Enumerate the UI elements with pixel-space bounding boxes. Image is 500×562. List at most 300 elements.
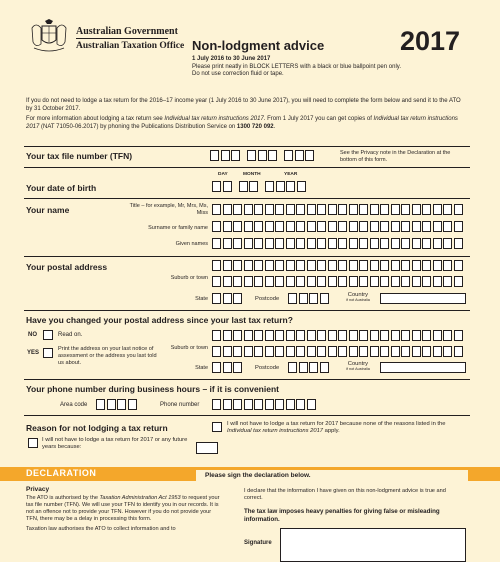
suburb-char-box[interactable]	[286, 276, 295, 287]
tfn-digit-box[interactable]	[210, 150, 219, 161]
intro-para-2	[26, 116, 466, 131]
title-input[interactable]	[212, 204, 463, 215]
tfn-digit-box[interactable]	[305, 150, 314, 161]
suburb-char-box[interactable]	[443, 276, 452, 287]
given-name-char-box[interactable]	[212, 238, 221, 249]
postcode-box[interactable]	[288, 293, 297, 304]
title-char-box[interactable]	[317, 204, 326, 215]
surname-char-box[interactable]	[401, 221, 410, 232]
dob-label: Your date of birth	[26, 183, 97, 193]
old-suburb-char-box[interactable]	[349, 346, 358, 357]
address-char-box[interactable]	[265, 260, 274, 271]
penalty-warning: The tax law imposes heavy penalties for giving false or misleading information.	[244, 508, 440, 523]
suburb-char-box[interactable]	[433, 276, 442, 287]
old-state-input[interactable]	[212, 362, 242, 373]
address-char-box[interactable]	[359, 260, 368, 271]
old-suburb-char-box[interactable]	[338, 346, 347, 357]
address-char-box[interactable]	[223, 260, 232, 271]
given-name-char-box[interactable]	[401, 238, 410, 249]
surname-char-box[interactable]	[286, 221, 295, 232]
privacy-text-cut: Taxation law authorises the ATO to collect information and to	[26, 526, 176, 532]
address-char-box[interactable]	[338, 260, 347, 271]
old-address-char-box[interactable]	[370, 330, 379, 341]
old-suburb-char-box[interactable]	[370, 346, 379, 357]
privacy-heading: Privacy	[26, 486, 50, 493]
old-address-char-box[interactable]	[391, 330, 400, 341]
given-name-char-box[interactable]	[244, 238, 253, 249]
privacy-text-part: The ATO is authorised by the	[26, 495, 100, 501]
state-input[interactable]	[212, 293, 242, 304]
old-address-char-box[interactable]	[359, 330, 368, 341]
surname-char-box[interactable]	[244, 221, 253, 232]
phone-number: 1300 720 092	[236, 123, 274, 130]
tfn-input[interactable]	[210, 150, 314, 161]
surname-char-box[interactable]	[370, 221, 379, 232]
given-name-char-box[interactable]	[275, 238, 284, 249]
title-label: Title – for example, Mr, Mrs, Ms, Miss	[129, 203, 208, 216]
given-name-char-box[interactable]	[317, 238, 326, 249]
title-char-box[interactable]	[370, 204, 379, 215]
given-name-char-box[interactable]	[338, 238, 347, 249]
title-char-box[interactable]	[265, 204, 274, 215]
signature-label: Signature	[244, 540, 272, 546]
title-char-box[interactable]	[286, 204, 295, 215]
section-divider	[24, 198, 470, 199]
given-name-char-box[interactable]	[265, 238, 274, 249]
suburb-char-box[interactable]	[391, 276, 400, 287]
surname-char-box[interactable]	[254, 221, 263, 232]
area-code-box[interactable]	[128, 399, 137, 410]
old-address-char-box[interactable]	[317, 330, 326, 341]
privacy-text	[26, 495, 222, 533]
suburb-char-box[interactable]	[454, 276, 463, 287]
surname-char-box[interactable]	[223, 221, 232, 232]
tfn-digit-box[interactable]	[231, 150, 240, 161]
given-name-char-box[interactable]	[254, 238, 263, 249]
old-address-char-box[interactable]	[422, 330, 431, 341]
address-char-box[interactable]	[422, 260, 431, 271]
old-suburb-char-box[interactable]	[443, 346, 452, 357]
dob-year-box[interactable]	[276, 181, 285, 192]
old-country-label-group	[346, 361, 370, 371]
title-char-box[interactable]	[391, 204, 400, 215]
area-code-box[interactable]	[117, 399, 126, 410]
tfn-digit-box[interactable]	[258, 150, 267, 161]
given-name-char-box[interactable]	[307, 238, 316, 249]
surname-char-box[interactable]	[380, 221, 389, 232]
old-suburb-char-box[interactable]	[401, 346, 410, 357]
old-suburb-char-box[interactable]	[454, 346, 463, 357]
suburb-char-box[interactable]	[275, 276, 284, 287]
given-name-char-box[interactable]	[380, 238, 389, 249]
form-subtitle	[192, 56, 401, 79]
suburb-char-box[interactable]	[412, 276, 421, 287]
tfn-label: Your tax file number (TFN)	[26, 151, 133, 161]
surname-char-box[interactable]	[338, 221, 347, 232]
reason-option-1-checkbox[interactable]	[28, 438, 38, 448]
old-postcode-input[interactable]	[288, 362, 329, 373]
state-box[interactable]	[212, 362, 221, 373]
suburb-char-box[interactable]	[328, 276, 337, 287]
title-char-box[interactable]	[212, 204, 221, 215]
dob-input[interactable]	[212, 181, 306, 192]
old-suburb-char-box[interactable]	[422, 346, 431, 357]
surname-char-box[interactable]	[212, 221, 221, 232]
given-name-char-box[interactable]	[433, 238, 442, 249]
income-period: 1 July 2016 to 30 June 2017	[192, 56, 271, 62]
old-address-char-box[interactable]	[275, 330, 284, 341]
old-suburb-char-box[interactable]	[433, 346, 442, 357]
suburb-char-box[interactable]	[338, 276, 347, 287]
old-suburb-char-box[interactable]	[265, 346, 274, 357]
yes-option-label: YES	[27, 350, 40, 356]
surname-char-box[interactable]	[233, 221, 242, 232]
state-box[interactable]	[223, 293, 232, 304]
title-char-box[interactable]	[296, 204, 305, 215]
old-suburb-char-box[interactable]	[391, 346, 400, 357]
dob-day-box[interactable]	[223, 181, 232, 192]
title-char-box[interactable]	[223, 204, 232, 215]
form-year: 2017	[400, 26, 461, 56]
address-char-box[interactable]	[412, 260, 421, 271]
suburb-char-box[interactable]	[212, 276, 221, 287]
phone-digit-box[interactable]	[296, 399, 305, 410]
old-country-input[interactable]	[380, 362, 466, 373]
no-option-label: NO	[28, 332, 37, 338]
surname-label: Surname or family name	[148, 225, 208, 231]
address-char-box[interactable]	[380, 260, 389, 271]
old-suburb-char-box[interactable]	[286, 346, 295, 357]
suburb-char-box[interactable]	[244, 276, 253, 287]
postcode-label: Postcode	[255, 296, 280, 302]
title-char-box[interactable]	[433, 204, 442, 215]
suburb-char-box[interactable]	[370, 276, 379, 287]
title-char-box[interactable]	[233, 204, 242, 215]
given-name-char-box[interactable]	[286, 238, 295, 249]
year-header: YEAR	[284, 172, 298, 177]
changed-address-question: Have you changed your postal address since your last tax return?	[26, 315, 293, 325]
phone-digit-box[interactable]	[275, 399, 284, 410]
surname-char-box[interactable]	[412, 221, 421, 232]
suburb-char-box[interactable]	[349, 276, 358, 287]
old-address-char-box[interactable]	[328, 330, 337, 341]
title-char-box[interactable]	[254, 204, 263, 215]
tfn-digit-box[interactable]	[247, 150, 256, 161]
address-char-box[interactable]	[254, 260, 263, 271]
declaration-statement: I declare that the information I have given on this non-lodgment advice is true and correct.	[244, 488, 446, 501]
reason-text-part: I will not have to lodge a tax return for 2017 because none of the reasons listed in the	[227, 421, 446, 427]
old-suburb-char-box[interactable]	[296, 346, 305, 357]
month-header: MONTH	[243, 172, 261, 177]
suburb-char-box[interactable]	[233, 276, 242, 287]
yes-checkbox[interactable]	[43, 348, 53, 358]
surname-input[interactable]	[212, 221, 463, 232]
intro-text-part: (NAT 71050-06.2017) by phoning the Publications Distribution Service on	[39, 123, 237, 130]
suburb-char-box[interactable]	[307, 276, 316, 287]
address-char-box[interactable]	[401, 260, 410, 271]
old-suburb-char-box[interactable]	[359, 346, 368, 357]
postcode-box[interactable]	[309, 293, 318, 304]
given-name-char-box[interactable]	[296, 238, 305, 249]
surname-char-box[interactable]	[317, 221, 326, 232]
old-address-char-box[interactable]	[454, 330, 463, 341]
state-box[interactable]	[233, 362, 242, 373]
address-char-box[interactable]	[433, 260, 442, 271]
address-char-box[interactable]	[454, 260, 463, 271]
coat-of-arms-icon	[28, 18, 70, 56]
box-spacer	[279, 150, 283, 161]
tfn-digit-box[interactable]	[268, 150, 277, 161]
phone-digit-box[interactable]	[286, 399, 295, 410]
given-name-char-box[interactable]	[223, 238, 232, 249]
agency-name: Australian Taxation Office	[76, 41, 185, 51]
given-names-label: Given names	[175, 241, 208, 247]
reason-option-2-checkbox[interactable]	[212, 422, 222, 432]
address-char-box[interactable]	[244, 260, 253, 271]
tfn-digit-box[interactable]	[284, 150, 293, 161]
suburb-input[interactable]	[212, 276, 463, 287]
address-char-box[interactable]	[349, 260, 358, 271]
title-char-box[interactable]	[244, 204, 253, 215]
old-suburb-char-box[interactable]	[244, 346, 253, 357]
surname-char-box[interactable]	[443, 221, 452, 232]
postcode-input[interactable]	[288, 293, 329, 304]
country-label: Country	[347, 292, 369, 298]
reason-text-part: apply.	[323, 428, 340, 434]
old-address-char-box[interactable]	[443, 330, 452, 341]
dob-month-box[interactable]	[239, 181, 248, 192]
surname-char-box[interactable]	[265, 221, 274, 232]
title-char-box[interactable]	[307, 204, 316, 215]
title-char-box[interactable]	[328, 204, 337, 215]
dob-year-box[interactable]	[297, 181, 306, 192]
reason-option-2-text	[227, 421, 465, 435]
reason-option-1-text: I will not have to lodge a tax return for 2017 or any future years because:	[42, 437, 188, 450]
address-char-box[interactable]	[443, 260, 452, 271]
old-address-char-box[interactable]	[254, 330, 263, 341]
address-char-box[interactable]	[286, 260, 295, 271]
old-address-char-box[interactable]	[433, 330, 442, 341]
box-spacer	[242, 150, 246, 161]
surname-char-box[interactable]	[296, 221, 305, 232]
old-address-char-box[interactable]	[296, 330, 305, 341]
title-char-box[interactable]	[443, 204, 452, 215]
surname-char-box[interactable]	[422, 221, 431, 232]
dob-year-box[interactable]	[265, 181, 274, 192]
dob-month-box[interactable]	[249, 181, 258, 192]
postcode-box[interactable]	[299, 293, 308, 304]
phone-digit-box[interactable]	[244, 399, 253, 410]
surname-char-box[interactable]	[328, 221, 337, 232]
old-suburb-char-box[interactable]	[328, 346, 337, 357]
given-names-input[interactable]	[212, 238, 463, 249]
postcode-box[interactable]	[320, 293, 329, 304]
phone-number-label: Phone number	[160, 402, 200, 408]
address-char-box[interactable]	[370, 260, 379, 271]
old-address-char-box[interactable]	[286, 330, 295, 341]
box-spacer	[233, 181, 237, 192]
suburb-char-box[interactable]	[254, 276, 263, 287]
given-name-char-box[interactable]	[328, 238, 337, 249]
yes-option-text: Print the address on your last notice of assessment or the address you last told us about.	[58, 346, 157, 366]
old-address-char-box[interactable]	[233, 330, 242, 341]
no-option-text: Read on.	[58, 332, 83, 338]
given-name-char-box[interactable]	[391, 238, 400, 249]
postcode-box[interactable]	[288, 362, 297, 373]
print-instruction: Please print neatly in BLOCK LETTERS with a black or blue ballpoint pen only.	[192, 63, 401, 70]
phone-digit-box[interactable]	[233, 399, 242, 410]
old-address-char-box[interactable]	[380, 330, 389, 341]
title-char-box[interactable]	[349, 204, 358, 215]
suburb-char-box[interactable]	[380, 276, 389, 287]
intro-text-part: For more information about lodging a tax return see	[26, 116, 165, 122]
reason-label: Reason for not lodging a tax return	[26, 423, 168, 433]
area-code-box[interactable]	[96, 399, 105, 410]
phone-digit-box[interactable]	[254, 399, 263, 410]
old-address-char-box[interactable]	[412, 330, 421, 341]
reason-explanation-input[interactable]	[196, 442, 218, 454]
form-title: Non-lodgment advice	[192, 38, 325, 53]
suburb-char-box[interactable]	[401, 276, 410, 287]
publication-title: Individual tax return instructions 2017	[26, 116, 458, 130]
no-checkbox[interactable]	[43, 330, 53, 340]
address-char-box[interactable]	[275, 260, 284, 271]
address-char-box[interactable]	[212, 260, 221, 271]
old-suburb-char-box[interactable]	[223, 346, 232, 357]
suburb-char-box[interactable]	[359, 276, 368, 287]
old-address-char-box[interactable]	[307, 330, 316, 341]
address-char-box[interactable]	[391, 260, 400, 271]
old-suburb-char-box[interactable]	[307, 346, 316, 357]
old-suburb-char-box[interactable]	[275, 346, 284, 357]
state-label: State	[195, 296, 208, 302]
old-address-char-box[interactable]	[338, 330, 347, 341]
old-address-line-1-input[interactable]	[212, 330, 463, 341]
old-suburb-char-box[interactable]	[212, 346, 221, 357]
sign-prompt: Please sign the declaration below.	[205, 472, 311, 479]
phone-digit-box[interactable]	[307, 399, 316, 410]
intro-para-1: If you do not need to lodge a tax return for the 2016–17 income year (1 July 2016 to 30 June 2017), you will need to complete the form below and send it to the ATO by 31 October 2017.	[26, 98, 461, 112]
title-char-box[interactable]	[422, 204, 431, 215]
old-suburb-char-box[interactable]	[254, 346, 263, 357]
title-char-box[interactable]	[412, 204, 421, 215]
address-char-box[interactable]	[296, 260, 305, 271]
state-box[interactable]	[233, 293, 242, 304]
old-state-label: State	[195, 365, 208, 371]
phone-label: Your phone number during business hours – if it is convenient	[26, 384, 279, 394]
old-address-char-box[interactable]	[265, 330, 274, 341]
given-name-char-box[interactable]	[370, 238, 379, 249]
dob-day-box[interactable]	[212, 181, 221, 192]
header-rule	[76, 38, 168, 39]
old-suburb-label: Suburb or town	[170, 345, 208, 351]
state-box[interactable]	[212, 293, 221, 304]
area-code-label: Area code	[60, 402, 88, 408]
old-address-char-box[interactable]	[349, 330, 358, 341]
suburb-char-box[interactable]	[296, 276, 305, 287]
phone-digit-box[interactable]	[212, 399, 221, 410]
phone-digit-box[interactable]	[223, 399, 232, 410]
surname-char-box[interactable]	[433, 221, 442, 232]
old-suburb-char-box[interactable]	[233, 346, 242, 357]
suburb-char-box[interactable]	[422, 276, 431, 287]
box-spacer	[260, 181, 264, 192]
suburb-char-box[interactable]	[265, 276, 274, 287]
old-address-char-box[interactable]	[212, 330, 221, 341]
given-name-char-box[interactable]	[443, 238, 452, 249]
surname-char-box[interactable]	[349, 221, 358, 232]
surname-char-box[interactable]	[359, 221, 368, 232]
address-line-1-input[interactable]	[212, 260, 463, 271]
given-name-char-box[interactable]	[454, 238, 463, 249]
suburb-char-box[interactable]	[317, 276, 326, 287]
state-box[interactable]	[223, 362, 232, 373]
old-address-char-box[interactable]	[223, 330, 232, 341]
old-suburb-input[interactable]	[212, 346, 463, 357]
postcode-box[interactable]	[299, 362, 308, 373]
surname-char-box[interactable]	[391, 221, 400, 232]
old-suburb-char-box[interactable]	[317, 346, 326, 357]
surname-char-box[interactable]	[275, 221, 284, 232]
area-code-box[interactable]	[107, 399, 116, 410]
signature-field[interactable]	[280, 528, 466, 562]
act-title: Taxation Administration Act 1953	[99, 495, 181, 501]
country-input[interactable]	[380, 293, 466, 304]
given-name-char-box[interactable]	[359, 238, 368, 249]
country-note: if not Australia	[346, 367, 370, 371]
given-name-char-box[interactable]	[412, 238, 421, 249]
old-address-char-box[interactable]	[244, 330, 253, 341]
given-name-char-box[interactable]	[349, 238, 358, 249]
postcode-box[interactable]	[309, 362, 318, 373]
title-char-box[interactable]	[275, 204, 284, 215]
title-char-box[interactable]	[380, 204, 389, 215]
old-suburb-char-box[interactable]	[412, 346, 421, 357]
section-divider	[24, 310, 470, 311]
old-suburb-char-box[interactable]	[380, 346, 389, 357]
dob-year-box[interactable]	[286, 181, 295, 192]
intro-text-part: . From 1 July 2017 you can get copies of	[263, 116, 374, 122]
area-code-input[interactable]	[96, 399, 137, 410]
privacy-text-part: to request your tax file number (TFN). We will use your TFN to identify you in our records. It is not an offence not to provide your TFN. However if you do not provide your TFN, there may be a delay in processing this form.	[26, 495, 220, 522]
suburb-char-box[interactable]	[223, 276, 232, 287]
title-char-box[interactable]	[401, 204, 410, 215]
title-char-box[interactable]	[338, 204, 347, 215]
surname-char-box[interactable]	[307, 221, 316, 232]
old-address-char-box[interactable]	[401, 330, 410, 341]
address-char-box[interactable]	[317, 260, 326, 271]
suburb-label: Suburb or town	[170, 275, 208, 281]
surname-char-box[interactable]	[454, 221, 463, 232]
address-char-box[interactable]	[233, 260, 242, 271]
tfn-digit-box[interactable]	[221, 150, 230, 161]
old-postcode-label: Postcode	[255, 365, 280, 371]
section-divider	[24, 146, 470, 147]
phone-digit-box[interactable]	[265, 399, 274, 410]
postcode-box[interactable]	[320, 362, 329, 373]
given-name-char-box[interactable]	[233, 238, 242, 249]
given-name-char-box[interactable]	[422, 238, 431, 249]
title-char-box[interactable]	[359, 204, 368, 215]
country-label: Country	[347, 361, 369, 367]
title-char-box[interactable]	[454, 204, 463, 215]
section-divider	[24, 256, 470, 257]
declaration-title: DECLARATION	[26, 468, 97, 478]
address-char-box[interactable]	[307, 260, 316, 271]
phone-number-input[interactable]	[212, 399, 316, 410]
address-char-box[interactable]	[328, 260, 337, 271]
tfn-digit-box[interactable]	[295, 150, 304, 161]
